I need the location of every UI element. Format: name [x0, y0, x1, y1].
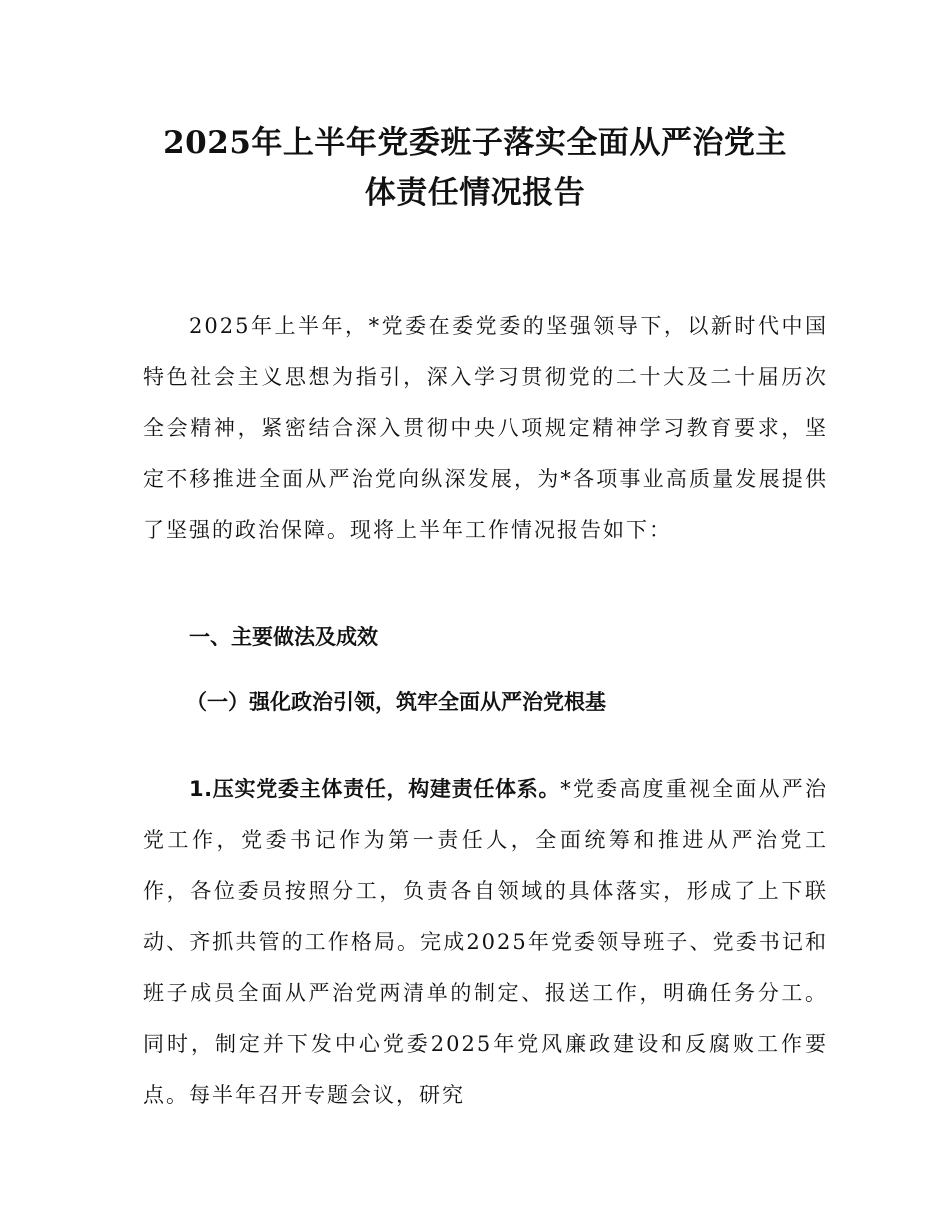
item-1-paragraph [143, 764, 828, 1121]
subsection-heading-1: （一）强化政治引领，筑牢全面从严治党根基 [186, 690, 606, 714]
title-line-1: 2025年上半年党委班子落实全面从严治党主 [163, 125, 787, 161]
item-1-text: *党委高度重视全面从严治党工作，党委书记作为第一责任人，全面统筹和推进从严治党工作，各位委员按照分工，负责各自领域的具体落实，形成了上下联动、齐抓共管的工作格局。完成2025年党委领导班子、党委书记和班子成员全面从严治党两清单的制定、报送工作，明确任务分工。同时，制定并下发中心党委2025年党风廉政建设和反腐败工作要点。每半年召开专题会议，研究 [143, 777, 829, 1107]
title-line-2: 体责任情况报告 [364, 175, 586, 211]
section-heading-1: 一、主要做法及成效 [189, 625, 378, 649]
document-title [120, 118, 830, 218]
intro-paragraph: 2025年上半年，*党委在委党委的坚强领导下，以新时代中国特色社会主义思想为指引，深入学习贯彻党的二十大及二十届历次全会精神，紧密结合深入贯彻中央八项规定精神学习教育要求，坚定不移推进全面从严治党向纵深发展，为*各项事业高质量发展提供了坚强的政治保障。现将上半年工作情况报告如下： [143, 314, 828, 542]
item-1-lead: 1.压实党委主体责任，构建责任体系。 [189, 777, 561, 801]
